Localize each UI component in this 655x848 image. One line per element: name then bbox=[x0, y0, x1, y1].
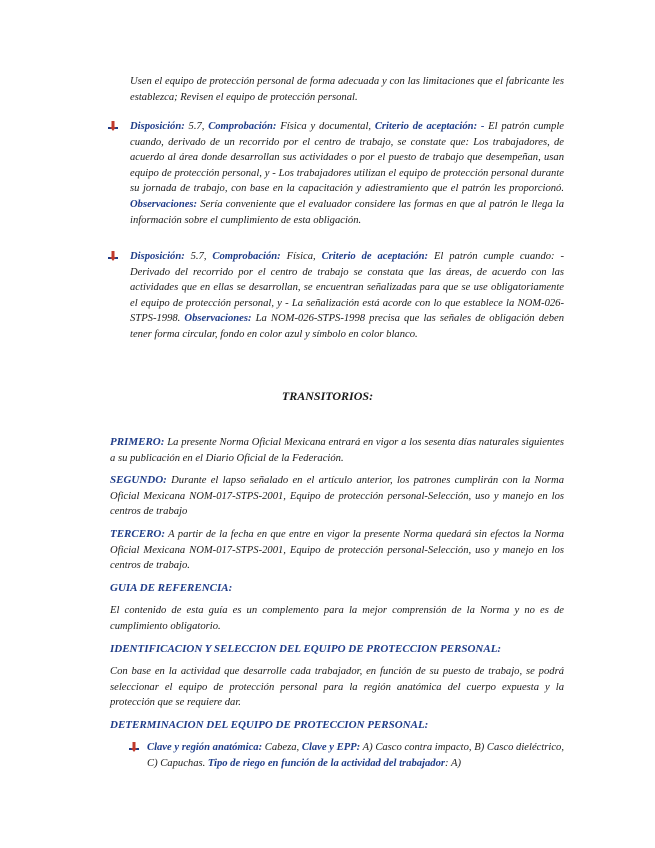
item-2-comprobacion-label: Comprobación: bbox=[212, 251, 281, 262]
tercero-label: TERCERO: bbox=[110, 527, 166, 540]
segundo-label: SEGUNDO: bbox=[110, 474, 167, 487]
arrow-bullet-icon bbox=[108, 251, 118, 261]
identificacion-heading-text: IDENTIFICACION Y SELECCION DEL EQUIPO DE PROTECCION PERSONAL: bbox=[110, 642, 502, 655]
item-3-epp-value: A) Casco contra impacto, B) Casco dieléctrico, C) Capuchas. bbox=[147, 742, 565, 769]
tercero-text: A partir de la fecha en que entre en vigor la presente Norma quedará sin efectos la Norma Oficial Mexicana NOM-017-STPS-2001, Equipo de protección personal-Selección, uso y manejo en los centros de trabajo. bbox=[110, 528, 564, 572]
primero-text: La presente Norma Oficial Mexicana entrará en vigor a los sesenta días naturales siguientes a su publicación en el Diario Oficial de la Federación. bbox=[110, 437, 564, 464]
item-3-clave-value: Cabeza, bbox=[262, 742, 302, 753]
item-3-clave-label: Clave y región anatómica: bbox=[147, 742, 263, 753]
intro-block bbox=[130, 74, 564, 105]
item-1-disposicion-label: Disposición: bbox=[130, 121, 185, 132]
item-2-disposicion-label: Disposición: bbox=[130, 251, 185, 262]
item-2-observaciones-label: Observaciones: bbox=[184, 313, 252, 325]
item-1-observaciones-label: Observaciones: bbox=[130, 198, 198, 210]
guia-paragraph: El contenido de esta guía es un complemento para la mejor comprensión de la Norma y no es de cumplimiento obligatorio. bbox=[110, 605, 564, 632]
guia-heading bbox=[110, 581, 564, 597]
tercero-paragraph bbox=[110, 527, 564, 574]
item-1-criterio-value: El patrón cumple cuando, derivado de un recorrido por el centro de trabajo, se constate que: Los trabajadores, de acuerdo al área donde desarrollan sus actividades o por el puesto de trabajo que desempeñan, usan equipo de protección personal, y - Los trabajadores utilizan el equipo de protección personal durante su jornada de trabajo, con base en la capacitación y adiestramiento que el patrón les proporcionó. bbox=[130, 121, 564, 195]
arrow-bullet-icon bbox=[129, 742, 139, 752]
item-1-comprobacion-value: Física y documental, bbox=[276, 121, 375, 132]
transitorios-title: TRANSITORIOS: bbox=[281, 389, 374, 403]
determinacion-heading-text: DETERMINACION DEL EQUIPO DE PROTECCION PERSONAL: bbox=[110, 718, 429, 731]
item-2-disposicion-value: 5.7, bbox=[184, 251, 213, 262]
item-2-comprobacion-value: Física, bbox=[280, 251, 322, 262]
intro-paragraph: Usen el equipo de protección personal de forma adecuada y con las limitaciones que el fabricante les establezca; Revisen el equipo de protección personal. bbox=[130, 76, 564, 103]
identificacion-heading bbox=[110, 642, 564, 658]
item-2-observaciones-value: La NOM-026-STPS-1998 precisa que las señales de obligación deben tener forma circular, fondo en color azul y símbolo en color blanco. bbox=[130, 313, 564, 340]
primero-label: PRIMERO: bbox=[110, 436, 165, 448]
segundo-paragraph bbox=[110, 473, 564, 520]
primero-paragraph bbox=[110, 435, 564, 466]
item-3-paragraph bbox=[147, 740, 564, 771]
item-2 bbox=[130, 249, 564, 343]
guia-heading-text: GUIA DE REFERENCIA: bbox=[110, 581, 233, 594]
item-1-comprobacion-label: Comprobación: bbox=[208, 121, 277, 132]
segundo-text: Durante el lapso señalado en el artículo anterior, los patrones cumplirán con la Norma Oficial Mexicana NOM-017-STPS-2001, Equipo de protección personal-Selección, uso y manejo en los centros de trabajo bbox=[110, 475, 564, 518]
arrow-bullet-icon bbox=[108, 121, 118, 131]
item-2-criterio-label: Criterio de aceptación: bbox=[321, 251, 429, 262]
item-2-criterio-value: El patrón cumple cuando: - Derivado del recorrido por el centro de trabajo se constata que las áreas, de acuerdo con las actividades que en ellas se desarrollan, se encuentran señalizadas para que se use obligatoriamente el equipo de protección personal, y - La señalización está acorde con lo que establece la NOM-026-STPS-1998. bbox=[130, 251, 564, 325]
item-1-criterio-label: Criterio de aceptación: - bbox=[374, 121, 485, 132]
item-3 bbox=[147, 740, 564, 771]
item-1-paragraph bbox=[130, 119, 564, 228]
identificacion-paragraph: Con base en la actividad que desarrolle cada trabajador, en función de su puesto de trabajo, se podrá seleccionar el equipo de protección personal para la región anatómica del cuerpo expuesta y la protección que se requiere dar. bbox=[110, 666, 564, 709]
item-1-disposicion-value: 5.7, bbox=[184, 121, 209, 132]
item-3-epp-label: Clave y EPP: bbox=[301, 742, 361, 753]
item-2-paragraph bbox=[130, 249, 564, 343]
item-3-tipo-value: : A) bbox=[445, 757, 461, 769]
transitorios-section bbox=[110, 435, 564, 734]
item-1-observaciones-value: Sería conveniente que el evaluador considere las formas en que al patrón le llega la información sobre el cumplimiento de esta obligación. bbox=[130, 198, 564, 226]
determinacion-heading bbox=[110, 718, 564, 734]
item-3-tipo-label: Tipo de riego en función de la actividad del trabajador bbox=[207, 757, 445, 769]
item-1 bbox=[130, 119, 564, 228]
